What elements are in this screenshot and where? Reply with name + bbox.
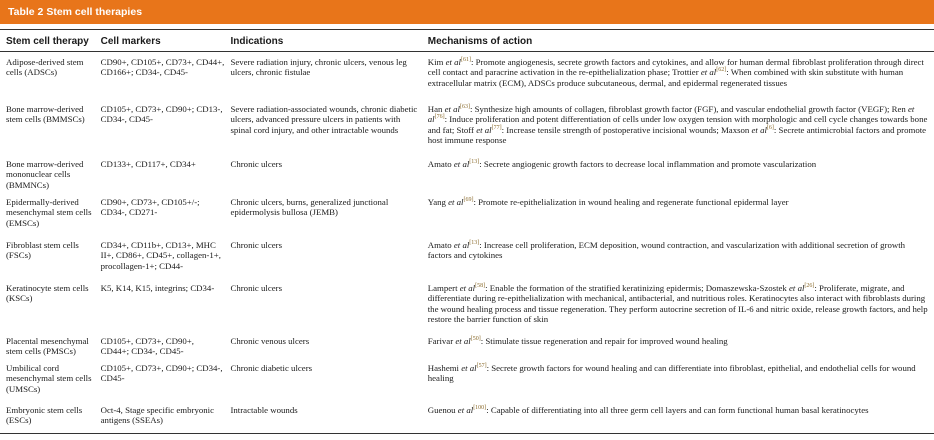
et-al-italic: et al <box>461 363 477 373</box>
markers-cell: Oct-4, Stage specific embryonic antigens (SSEAs) <box>101 400 231 434</box>
reference-superscript[interactable]: [63] <box>459 104 470 111</box>
reference-superscript[interactable]: [50] <box>470 336 481 343</box>
table-row <box>0 154 934 192</box>
et-al-italic: et al <box>455 336 471 346</box>
therapy-cell: Epidermally-derived mesenchymal stem cells (EMSCs) <box>6 197 92 228</box>
mechanism-text: : Increase cell proliferation, ECM deposition, wound contraction, and vascularization with additional secretion of growth factors and cytokines <box>427 240 906 261</box>
header-indications: Indications <box>230 30 427 52</box>
reference-superscript[interactable]: [26] <box>804 283 815 290</box>
mechanism-text: : Secrete angiogenic growth factors to decrease local inflammation and promote vascularization <box>479 159 817 169</box>
et-al-italic: et al <box>476 124 492 135</box>
mechanism-text: Kim <box>427 57 446 67</box>
mechanism-text: : Capable of differentiating into all three germ cell layers and can form functional human basal keratinocytes <box>486 405 869 415</box>
therapy-cell: Bone marrow-derived mononuclear cells (BMMNCs) <box>6 159 84 190</box>
table-header-row <box>0 30 934 52</box>
table-row <box>0 52 934 100</box>
table-row <box>0 400 934 434</box>
et-al-italic: et al <box>459 283 476 293</box>
mechanism-text: Yang <box>427 197 449 207</box>
table-row <box>0 235 934 278</box>
et-al-italic: et al <box>445 57 461 67</box>
mechanism-text: : Enable the formation of the stratified keratinizing epidermis; Domaszewska-Szostek <box>485 283 790 293</box>
mechanism-text: : When combined with skin substitute with human extracellular matrix (ECM), ADSCs produce subcutaneous, dermal, and epidermal regenerated tissues <box>427 67 904 88</box>
mechanism-text: Amato <box>427 159 454 169</box>
reference-superscript[interactable]: [76] <box>434 114 445 121</box>
mechanisms-cell <box>428 278 934 331</box>
mechanisms-cell <box>428 99 934 154</box>
et-al-italic: et al <box>444 104 460 114</box>
table-row <box>0 99 934 154</box>
et-al-italic: et al <box>457 405 474 415</box>
reference-superscript[interactable]: [77] <box>491 124 502 131</box>
mechanism-text: : Increase tensile strength of postoperative incisional wounds; Maxson <box>501 124 752 135</box>
reference-superscript[interactable]: [69] <box>463 197 474 204</box>
indications-cell: Chronic venous ulcers <box>230 336 310 346</box>
therapy-cell: Keratinocyte stem cells (KSCs) <box>6 283 89 304</box>
reference-superscript[interactable]: [100] <box>473 405 487 412</box>
indications-cell: Chronic ulcers, burns, generalized junctional epidermolysis bullosa (JEMB) <box>230 197 389 218</box>
mechanism-text: Guenou <box>427 405 458 415</box>
mechanisms-cell <box>428 52 934 100</box>
therapy-cell: Fibroblast stem cells (FSCs) <box>6 240 79 261</box>
reference-superscript[interactable]: [58] <box>475 283 486 290</box>
et-al-italic: et al <box>700 67 717 78</box>
mechanism-text: : Proliferate, migrate, and differentiate during re-epithelialization with mechanical, antibacterial, and nutritious roles. Keratinocytes also interact with fibroblasts during the wound healing process and tissue regeneration. They perform autocrine secretion of IL-6 and nitric oxide, release growth factors, and help restore the barrier function of skin <box>427 283 928 325</box>
indications-cell: Chronic ulcers <box>230 159 283 169</box>
mechanism-text: Han <box>427 104 445 114</box>
table-row <box>0 358 934 400</box>
reference-superscript[interactable]: [6] <box>766 124 774 131</box>
mechanism-text: Farivar <box>427 336 456 346</box>
header-therapy: Stem cell therapy <box>0 30 101 52</box>
therapy-cell: Adipose-derived stem cells (ADSCs) <box>6 57 84 78</box>
markers-cell: CD105+, CD73+, CD90+; CD13-, CD34-, CD45- <box>100 104 223 125</box>
mechanisms-cell <box>428 358 934 400</box>
indications-cell: Severe radiation-associated wounds, chronic diabetic ulcers, advanced pressure ulcers in patients with spinal cord injury, and other intractable wounds <box>230 104 418 135</box>
et-al-italic: et al <box>453 240 470 250</box>
mechanisms-cell <box>428 235 934 278</box>
reference-superscript[interactable]: [61] <box>460 57 471 64</box>
table-row <box>0 331 934 358</box>
markers-cell: K5, K14, K15, integrins; CD34- <box>100 283 215 293</box>
therapy-cell: Embryonic stem cells (ESCs) <box>0 400 101 434</box>
indications-cell: Chronic ulcers <box>230 240 283 250</box>
mechanism-text: Hashemi <box>427 363 462 373</box>
header-markers: Cell markers <box>101 30 231 52</box>
mechanism-text: : Promote re-epithelialization in wound healing and regenerate functional epidermal layer <box>473 197 789 207</box>
mechanism-text: : Secrete antimicrobial factors and promote host immune response <box>427 124 927 146</box>
therapy-cell: Umbilical cord mesenchymal stem cells (UMSCs) <box>6 363 92 394</box>
markers-cell: CD34+, CD11b+, CD13+, MHC II+, CD86+, CD45+, collagen-1+, procollagen-1+; CD44- <box>100 240 221 271</box>
table-title-banner: Table 2 Stem cell therapies <box>0 0 934 24</box>
indications-cell: Severe radiation injury, chronic ulcers, venous leg ulcers, chronic fistulae <box>230 57 407 78</box>
therapy-cell: Placental mesenchymal stem cells (PMSCs) <box>6 336 89 357</box>
reference-superscript[interactable]: [13] <box>469 159 480 166</box>
indications-cell: Chronic ulcers <box>230 283 283 293</box>
header-mechanisms: Mechanisms of action <box>428 30 934 52</box>
reference-superscript[interactable]: [13] <box>469 240 480 247</box>
markers-cell: CD90+, CD73+, CD105+/-; CD34-, CD271- <box>100 197 200 218</box>
markers-cell: CD90+, CD105+, CD73+, CD44+, CD166+; CD34-, CD45- <box>100 57 225 78</box>
mechanisms-cell <box>428 192 934 235</box>
mechanism-text: : Stimulate tissue regeneration and repair for improved wound healing <box>480 336 728 346</box>
indications-cell: Intractable wounds <box>230 400 427 434</box>
markers-cell: CD105+, CD73+, CD90+; CD34-, CD45- <box>100 363 223 384</box>
et-al-italic: et al <box>448 197 464 207</box>
table-row <box>0 192 934 235</box>
markers-cell: CD133+, CD117+, CD34+ <box>100 159 196 169</box>
mechanism-text: : Synthesize high amounts of collagen, fibroblast growth factor (FGF), and vascular endothelial growth factor (VEGF); Ren <box>469 104 909 114</box>
table-row <box>0 278 934 331</box>
et-al-italic: et al <box>427 104 915 125</box>
mechanisms-cell <box>428 400 934 434</box>
et-al-italic: et al <box>453 159 470 169</box>
reference-superscript[interactable]: [62] <box>716 67 727 74</box>
reference-superscript[interactable]: [57] <box>476 363 487 370</box>
stem-cell-table <box>0 29 934 434</box>
et-al-italic: et al <box>789 283 805 293</box>
mechanism-text: Lampert <box>427 283 460 293</box>
mechanism-text: : Promote angiogenesis, secrete growth factors and cytokines, and allow for human dermal fibroblast proliferation through direct cell contact and paracrine activation in the re-epithelialization phase; Trottier <box>427 57 924 78</box>
et-al-italic: et al <box>751 124 767 135</box>
mechanism-text: : Induce proliferation and potent differentiation of cells under low oxygen tension with morphologic and cell cycle changes towards bone and fat; Stoff <box>427 114 928 135</box>
therapy-cell: Bone marrow-derived stem cells (BMMSCs) <box>6 104 85 125</box>
markers-cell: CD105+, CD73+, CD90+, CD44+; CD34-, CD45- <box>100 336 194 357</box>
mechanism-text: Amato <box>427 240 454 250</box>
mechanisms-cell <box>428 331 934 358</box>
indications-cell: Chronic diabetic ulcers <box>230 363 313 373</box>
mechanisms-cell <box>428 154 934 192</box>
mechanism-text: : Secrete growth factors for wound healing and can differentiate into fibroblast, epithelial, and endothelial cells for wound healing <box>427 363 916 384</box>
